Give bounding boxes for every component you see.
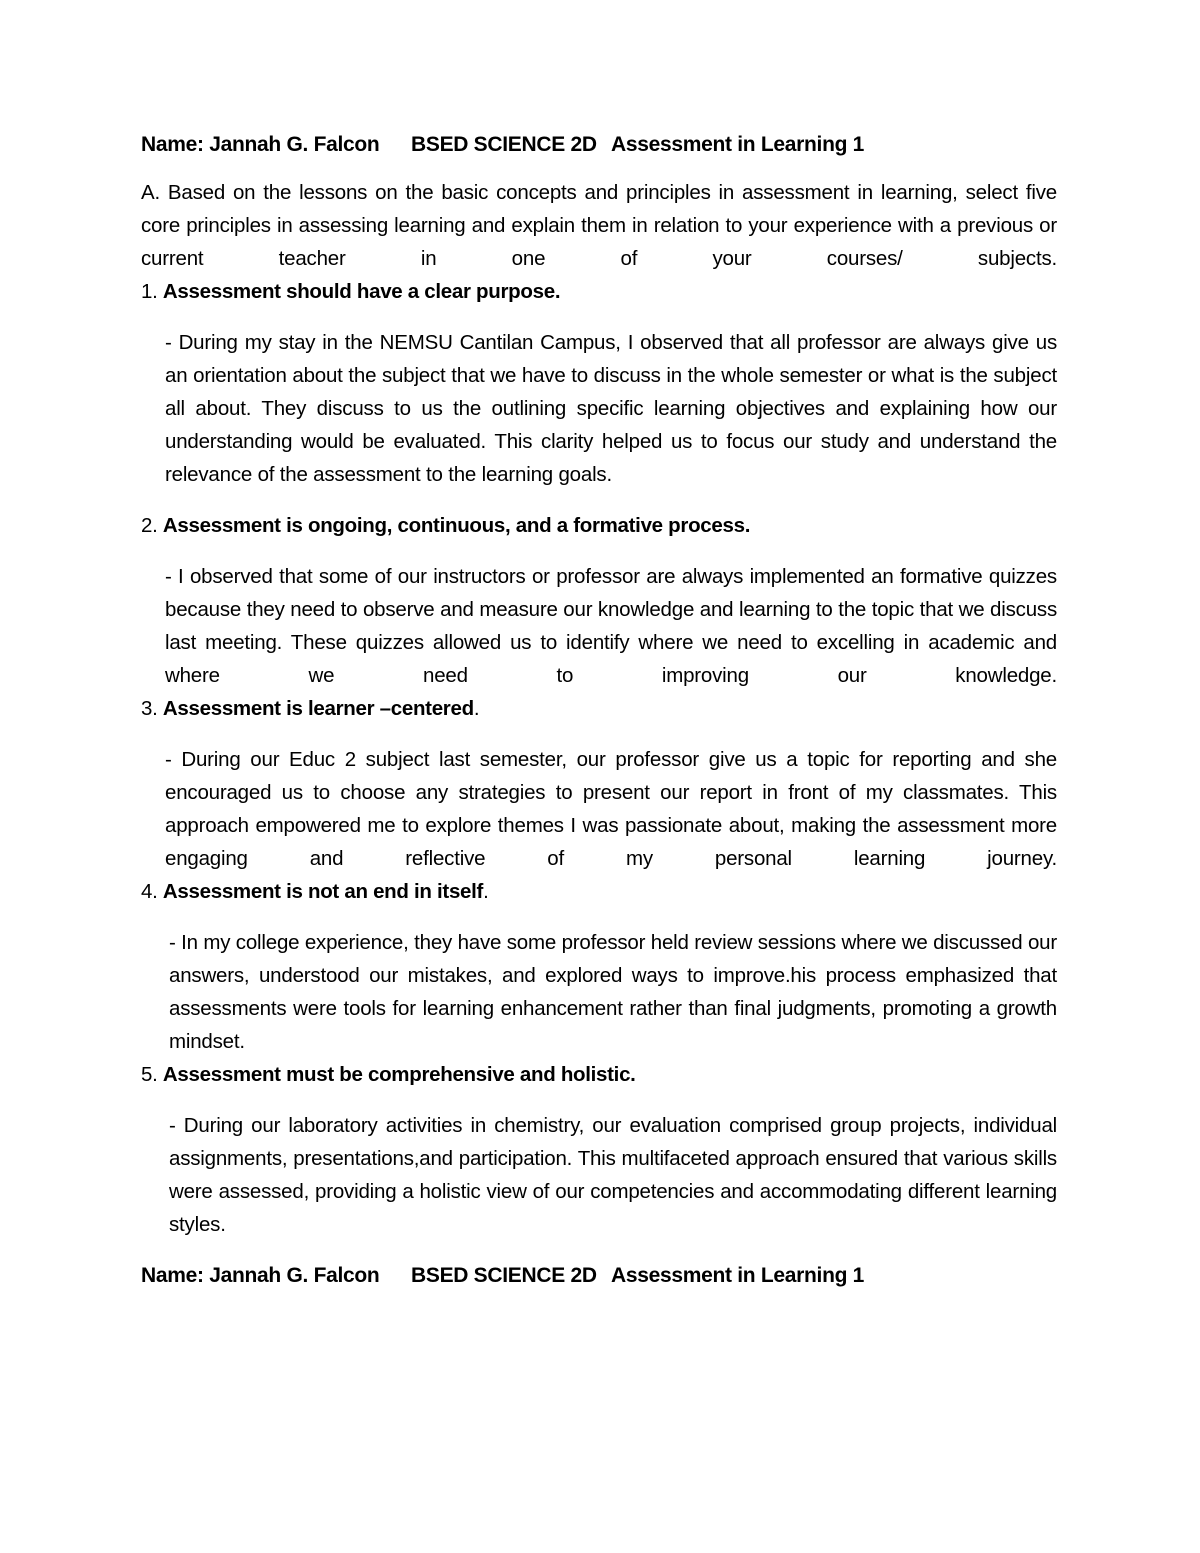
principle-title-suffix: .	[473, 697, 480, 720]
principle-title: Assessment must be comprehensive and holistic.	[162, 1063, 636, 1086]
course-section: BSED SCIENCE 2D	[411, 1264, 597, 1287]
principle-explanation: - I observed that some of our instructors or professor are always implemented an formative quizzes because they need to observe and measure our knowledge and learning to the topic that we discuss last meeting. These quizzes allowed us to identify where we need to excelling in academic and where we need to improving our knowledge.	[165, 565, 1057, 687]
principle-heading	[141, 509, 1057, 542]
principle-title: Assessment is not an end in itself	[162, 880, 484, 903]
principle-number: 2.	[141, 514, 158, 537]
subject-title: Assessment in Learning 1	[611, 1264, 865, 1287]
principle-explanation: - In my college experience, they have some professor held review sessions where we discussed our answers, understood our mistakes, and explored ways to improve.his process emphasized that assessments were tools for learning enhancement rather than final judgments, promoting a growth mindset.	[169, 931, 1057, 1053]
principle-number: 3.	[141, 697, 158, 720]
document-footer-header	[141, 1259, 1057, 1292]
principle-heading	[141, 875, 1057, 908]
subject-title: Assessment in Learning 1	[611, 133, 865, 156]
principle-title: Assessment should have a clear purpose.	[162, 280, 561, 303]
document-header	[141, 128, 1057, 161]
principle-title: Assessment is learner –centered	[162, 697, 474, 720]
principle-explanation: - During our Educ 2 subject last semester, our professor give us a topic for reporting and she encouraged us to choose any strategies to present our report in front of my classmates. This approach empowered me to explore themes I was passionate about, making the assessment more engaging and reflective of my personal learning journey.	[165, 748, 1057, 870]
student-name: Name: Jannah G. Falcon	[141, 133, 380, 156]
principle-number: 1.	[141, 280, 158, 303]
principle-explanation: - During our laboratory activities in chemistry, our evaluation comprised group projects, individual assignments, presentations,and participation. This multifaceted approach ensured that various skills were assessed, providing a holistic view of our competencies and accommodating different learning styles.	[169, 1114, 1057, 1236]
principle-heading	[141, 1058, 1057, 1091]
principle-title-suffix: .	[483, 880, 489, 903]
principle-number: 4.	[141, 880, 158, 903]
principle-heading	[141, 692, 1057, 725]
principle-explanation: - During my stay in the NEMSU Cantilan Campus, I observed that all professor are always give us an orientation about the subject that we have to discuss in the whole semester or what is the subject all about. They discuss to us the outlining specific learning objectives and explaining how our understanding would be evaluated. This clarity helped us to focus our study and understand the relevance of the assessment to the learning goals.	[165, 331, 1057, 486]
document-page	[141, 128, 1057, 1292]
principle-title: Assessment is ongoing, continuous, and a formative process.	[162, 514, 751, 537]
principle-number: 5.	[141, 1063, 158, 1086]
course-section: BSED SCIENCE 2D	[411, 133, 597, 156]
principle-heading	[141, 275, 1057, 308]
instructions-paragraph: A. Based on the lessons on the basic concepts and principles in assessment in learning, select five core principles in assessing learning and explain them in relation to your experience with a previous or current teacher in one of your courses/ subjects.	[141, 181, 1057, 270]
student-name: Name: Jannah G. Falcon	[141, 1264, 380, 1287]
